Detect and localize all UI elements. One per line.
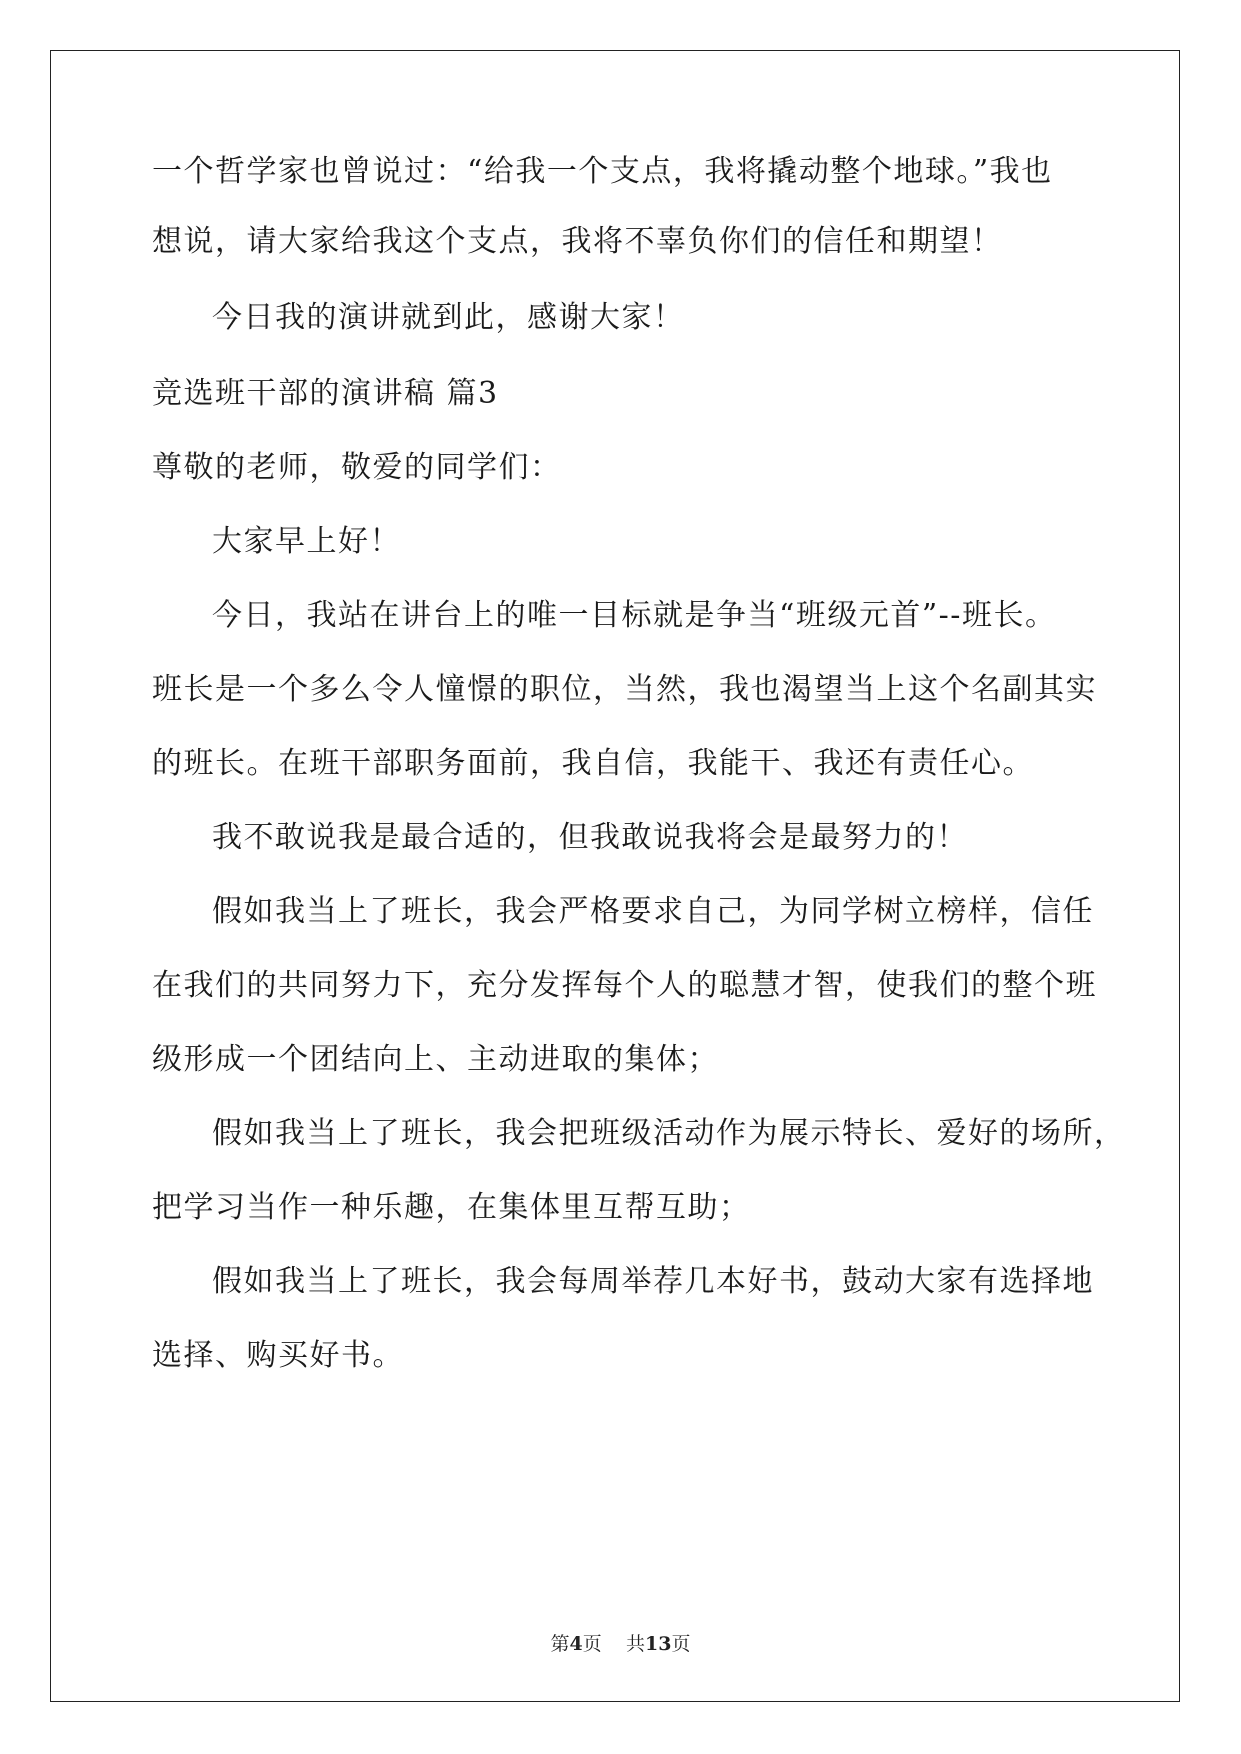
page-number: 4 (569, 1633, 583, 1655)
paragraph-line: 想说，请大家给我这个支点，我将不辜负你们的信任和期望！ (152, 224, 1003, 259)
total-prefix: 共 (625, 1633, 645, 1655)
paragraph-line: 一个哲学家也曾说过：“给我一个支点，我将撬动整个地球。”我也 (152, 154, 1053, 189)
paragraph-line: 班长是一个多么令人憧憬的职位，当然，我也渴望当上这个名副其实 (152, 672, 1097, 707)
paragraph-line: 大家早上好！ (212, 524, 401, 559)
paragraph-line: 选择、购买好书。 (152, 1338, 404, 1373)
section-heading: 竞选班干部的演讲稿 篇3 (152, 376, 499, 411)
paragraph-line: 今日我的演讲就到此，感谢大家！ (212, 300, 685, 335)
paragraph-line: 把学习当作一种乐趣，在集体里互帮互助； (152, 1190, 751, 1225)
paragraph-line: 假如我当上了班长，我会把班级活动作为展示特长、爱好的场所， (212, 1116, 1126, 1151)
total-pages: 13 (644, 1633, 672, 1655)
paragraph-line: 在我们的共同努力下，充分发挥每个人的聪慧才智，使我们的整个班 (152, 968, 1097, 1003)
paragraph-line: 假如我当上了班长，我会每周举荐几本好书，鼓动大家有选择地 (212, 1264, 1094, 1299)
page-footer (0, 1632, 1241, 1656)
paragraph-line: 我不敢说我是最合适的，但我敢说我将会是最努力的！ (212, 820, 968, 855)
total-suffix: 页 (671, 1633, 691, 1655)
page-suffix: 页 (582, 1633, 602, 1655)
paragraph-line: 今日，我站在讲台上的唯一目标就是争当“班级元首”--班长。 (212, 598, 1057, 633)
paragraph-line: 级形成一个团结向上、主动进取的集体； (152, 1042, 719, 1077)
page-prefix: 第 (550, 1633, 570, 1655)
paragraph-line: 的班长。在班干部职务面前，我自信，我能干、我还有责任心。 (152, 746, 1034, 781)
salutation: 尊敬的老师，敬爱的同学们： (152, 450, 562, 485)
paragraph-line: 假如我当上了班长，我会严格要求自己，为同学树立榜样，信任 (212, 894, 1094, 929)
